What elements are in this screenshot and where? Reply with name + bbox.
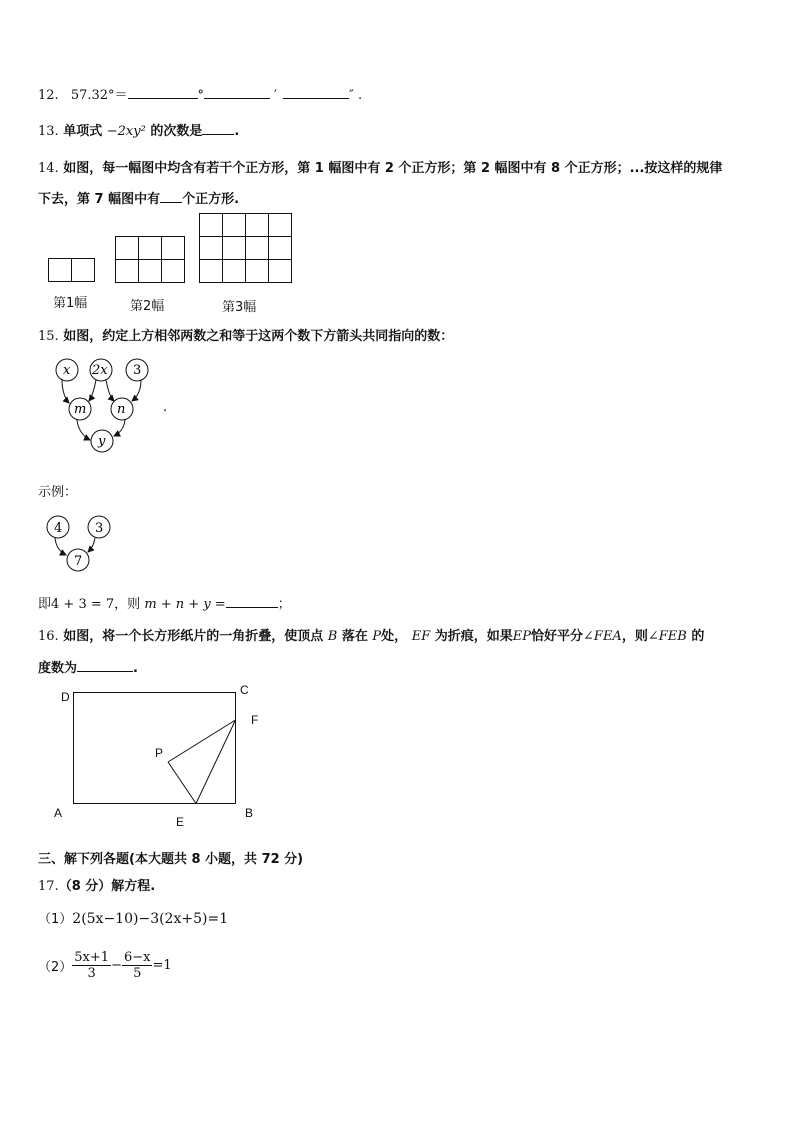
q16-period: . <box>133 661 138 676</box>
q16-label-P: P <box>155 746 164 760</box>
q17-part1-equation: 2(5x−10)−3(2x+5)=1 <box>72 911 229 927</box>
q13-text-pre: 单项式 <box>63 124 103 139</box>
q15-example-label: 示例： <box>38 485 78 500</box>
q16-text-a: 如图，将一个长方形纸片的一角折叠，使顶点 <box>63 629 324 644</box>
q17-number: 17. <box>38 879 59 894</box>
q16-angle-FEA: ∠FEA <box>583 629 622 644</box>
question-16-line2 <box>38 657 138 676</box>
q14-blank[interactable] <box>160 189 182 203</box>
q12-blank-seconds[interactable] <box>283 85 349 99</box>
example-node-3-label: 3 <box>95 521 104 536</box>
q17-part2-fraction-2 <box>122 950 153 981</box>
q16-label-A: A <box>54 806 63 820</box>
q14-text-line2-post: 个正方形. <box>182 192 240 207</box>
example-node-7-label: 7 <box>74 554 83 569</box>
q15-dot: . <box>163 400 168 415</box>
q13-monomial: −2xy² <box>106 124 146 139</box>
question-14-line2 <box>38 188 239 207</box>
q16-text-g: 的 <box>691 629 705 644</box>
grid-figure-3 <box>200 214 292 283</box>
section-3-title: 三、解下列各题(本大题共 8 小题，共 72 分) <box>38 852 304 867</box>
question-13 <box>38 120 239 139</box>
node-3-label: 3 <box>133 363 142 378</box>
q16-angle-FEB: ∠FEB <box>647 629 687 644</box>
fraction-2-numerator: 6−x <box>123 950 151 965</box>
question-15 <box>38 325 453 344</box>
q16-text-line2: 度数为 <box>38 661 78 676</box>
fraction-2-denominator: 5 <box>133 966 142 981</box>
q16-blank[interactable] <box>77 658 133 672</box>
fraction-1-numerator: 5x+1 <box>74 950 110 965</box>
q12-degree-sign: ° <box>197 88 205 103</box>
node-n-label: n <box>117 402 126 417</box>
q13-blank[interactable] <box>202 121 234 135</box>
q15-answer-pre: 即 <box>38 597 52 612</box>
fraction-1-denominator: 3 <box>87 966 96 981</box>
q16-number: 16. <box>38 629 59 644</box>
q16-rectangle-diagram <box>70 690 270 810</box>
q12-expression: 57.32°＝ <box>70 88 128 103</box>
q15-example-diagram <box>40 512 160 582</box>
segment-PE <box>168 762 196 804</box>
q13-text-post: 的次数是 <box>150 124 203 139</box>
q16-point-P: P <box>372 629 382 644</box>
q17-part2-fraction-1 <box>72 950 111 981</box>
q15-answer-mid: ，则 <box>114 597 141 612</box>
q14-number: 14. <box>38 161 59 176</box>
q14-text-line2-pre: 下去，第 7 幅图中有 <box>38 192 161 207</box>
question-17 <box>38 875 155 894</box>
q15-text: 如图，约定上方相邻两数之和等于这两个数下方箭头共同指向的数： <box>63 329 454 344</box>
q12-minute-sign: ′ <box>274 88 277 103</box>
example-node-4-label: 4 <box>54 521 63 536</box>
q17-part-2 <box>38 950 172 981</box>
question-12 <box>38 84 362 103</box>
question-16-line1 <box>38 625 704 644</box>
q16-crease-EF: EF <box>411 629 431 644</box>
q13-period: . <box>234 124 240 139</box>
q15-answer-eq: 4 + 3 = 7 <box>51 597 115 612</box>
node-x-label: x <box>63 363 71 378</box>
q15-answer-expr: m + n + y = <box>144 597 226 612</box>
q16-label-C: C <box>240 683 249 697</box>
node-y-label: y <box>98 434 106 449</box>
grid-figure-1 <box>49 259 95 282</box>
question-14-line1 <box>38 157 722 176</box>
q15-answer-end: ； <box>277 597 291 612</box>
q16-vertex-B: B <box>327 629 338 644</box>
q17-part2-minus: − <box>111 958 122 973</box>
q14-text-line1: 如图，每一幅图中均含有若干个正方形，第 1 幅图中有 2 个正方形；第 2 幅图中有 8 个正方形；...按这样的规律 <box>63 161 723 176</box>
grid-figure-2 <box>116 237 185 283</box>
q16-text-d: 为折痕，如果 <box>434 629 513 644</box>
q16-text-e: 恰好平分 <box>531 629 584 644</box>
q17-part2-label: （2） <box>38 960 73 975</box>
q16-text-f: ，则 <box>621 629 648 644</box>
q17-part-1 <box>38 908 228 927</box>
q12-number: 12. <box>38 88 59 103</box>
q15-answer-line <box>38 593 291 612</box>
q14-square-grids <box>0 210 794 310</box>
q15-blank[interactable] <box>226 594 278 608</box>
q17-heading: （8 分）解方程. <box>58 879 156 894</box>
node-2x-label: 2x <box>92 363 108 378</box>
q14-caption-3: 第3幅 <box>222 300 257 315</box>
q13-number: 13. <box>38 124 59 139</box>
q16-text-b: 落在 <box>341 629 368 644</box>
q15-arrow-diagram <box>40 352 240 462</box>
q12-blank-degrees[interactable] <box>128 85 198 99</box>
q17-part1-label: （1） <box>38 912 73 927</box>
q16-segment-EP: EP <box>512 629 532 644</box>
q16-label-B: B <box>245 806 254 820</box>
node-m-label: m <box>74 402 87 417</box>
q14-caption-2: 第2幅 <box>130 299 165 314</box>
q12-second-sign: ″ . <box>349 88 363 103</box>
q16-text-c: 处， <box>381 629 408 644</box>
q12-blank-minutes[interactable] <box>204 85 270 99</box>
q17-part2-rhs: =1 <box>152 958 172 973</box>
q16-label-E: E <box>176 815 185 829</box>
q16-label-F: F <box>251 713 259 727</box>
q14-caption-1: 第1幅 <box>53 296 88 311</box>
q15-number: 15. <box>38 329 59 344</box>
q16-label-D: D <box>61 690 70 704</box>
